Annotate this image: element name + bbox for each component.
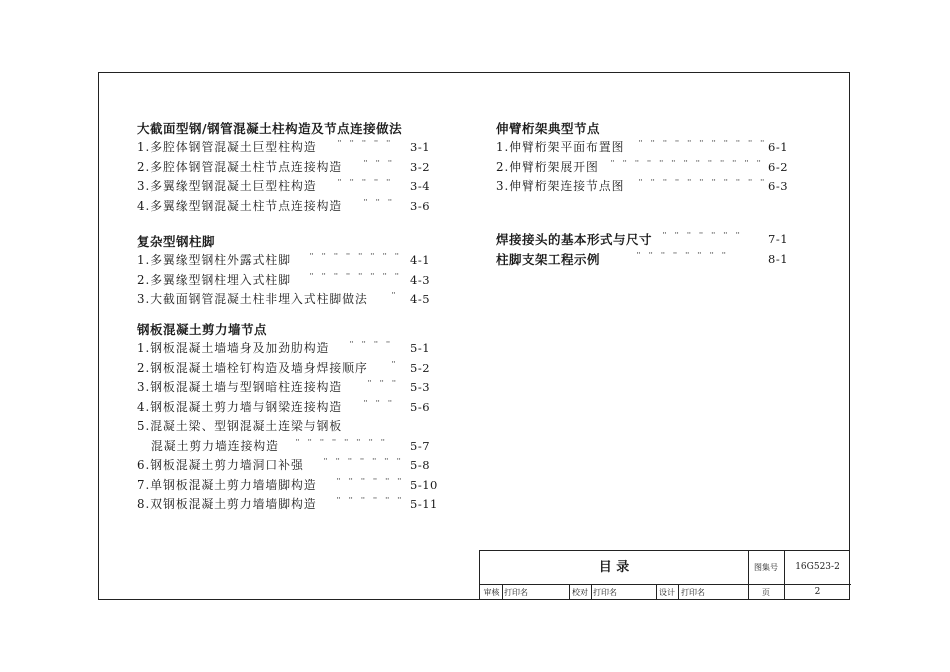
page-label: 页 — [762, 588, 770, 597]
section-title: 大截面型钢/钢管混凝土柱构造及节点连接做法 — [137, 121, 403, 136]
toc-item[interactable]: 5.混凝土梁、型钢混凝土连梁与钢板 — [137, 419, 343, 433]
section-title: 复杂型钢柱脚 — [137, 234, 216, 249]
review-label: 审核 — [483, 588, 500, 597]
page-number: 2 — [814, 587, 821, 597]
toc-item[interactable]: 3.伸臂桁架连接节点图 ¨ ¨ ¨ ¨ ¨ ¨ ¨ ¨ ¨ ¨ ¨ 6-3 — [496, 179, 789, 193]
toc-section-1 — [137, 119, 431, 216]
toc-section-4 — [496, 119, 789, 197]
review-name: 打印名 — [504, 588, 528, 597]
toc-item[interactable]: 4.多翼缘型钢混凝土柱节点连接构造 ¨ ¨ ¨ 3-6 — [137, 198, 431, 213]
toc-section-2 — [137, 232, 431, 310]
sheet-title: 目 录 — [598, 560, 630, 575]
design-label: 设计 — [659, 588, 675, 597]
toc-item[interactable]: 3.大截面钢管混凝土柱非埋入式柱脚做法 ¨ 4-5 — [137, 292, 431, 306]
toc-item[interactable]: 7.单钢板混凝土剪力墙墙脚构造 ¨ ¨ ¨ ¨ ¨ ¨ 5-10 — [137, 477, 438, 492]
toc-item[interactable]: 3.多翼缘型钢混凝土巨型柱构造 ¨ ¨ ¨ ¨ ¨ 3-4 — [137, 179, 431, 193]
divider — [678, 584, 679, 600]
toc-item[interactable]: 1.多腔体钢管混凝土巨型柱构造 ¨ ¨ ¨ ¨ ¨ 3-1 — [137, 140, 431, 154]
divider — [502, 584, 503, 600]
check-label: 校对 — [572, 588, 588, 597]
divider — [591, 584, 592, 600]
toc-item[interactable]: 4.钢板混凝土剪力墙与钢梁连接构造 ¨ ¨ ¨ 5-6 — [137, 399, 431, 414]
toc-item[interactable]: 1.钢板混凝土墙墙身及加劲肋构造 ¨ ¨ ¨ ¨ 5-1 — [137, 341, 431, 355]
atlas-number: 16G523-2 — [795, 562, 840, 572]
toc-item[interactable]: 2.多翼缘型钢柱埋入式柱脚 ¨ ¨ ¨ ¨ ¨ ¨ ¨ ¨ 4-3 — [137, 272, 431, 287]
check-name: 打印名 — [593, 588, 617, 597]
toc-section-3 — [137, 320, 438, 515]
toc-item[interactable]: 2.伸臂桁架展开图 ¨ ¨ ¨ ¨ ¨ ¨ ¨ ¨ ¨ ¨ ¨ ¨ ¨ 6-2 — [496, 159, 789, 174]
toc-item[interactable]: 2.多腔体钢管混凝土柱节点连接构造 ¨ ¨ ¨ 3-2 — [137, 159, 431, 174]
toc-item[interactable]: 混凝土剪力墙连接构造 ¨ ¨ ¨ ¨ ¨ ¨ ¨ ¨ 5-7 — [151, 438, 431, 453]
section-title: 钢板混凝土剪力墙节点 — [137, 322, 268, 337]
toc-item[interactable]: 1.伸臂桁架平面布置图 ¨ ¨ ¨ ¨ ¨ ¨ ¨ ¨ ¨ ¨ ¨ 6-1 — [496, 140, 789, 154]
toc-item[interactable]: 3.钢板混凝土墙与型钢暗柱连接构造 ¨ ¨ ¨ 5-3 — [137, 380, 431, 394]
atlas-label: 图集号 — [754, 563, 778, 572]
design-name: 打印名 — [681, 588, 705, 597]
toc-item[interactable]: 2.钢板混凝土墙栓钉构造及墙身焊接顺序 ¨ 5-2 — [137, 360, 431, 375]
section-title: 伸臂桁架典型节点 — [496, 121, 601, 136]
toc-item[interactable]: 6.钢板混凝土剪力墙洞口补强 ¨ ¨ ¨ ¨ ¨ ¨ ¨ 5-8 — [137, 458, 431, 472]
toc-item[interactable]: 1.多翼缘型钢柱外露式柱脚 ¨ ¨ ¨ ¨ ¨ ¨ ¨ ¨ 4-1 — [137, 253, 431, 267]
title-block — [479, 550, 850, 600]
toc-item[interactable]: 8.双钢板混凝土剪力墙墙脚构造 ¨ ¨ ¨ ¨ ¨ ¨ 5-11 — [137, 497, 438, 511]
